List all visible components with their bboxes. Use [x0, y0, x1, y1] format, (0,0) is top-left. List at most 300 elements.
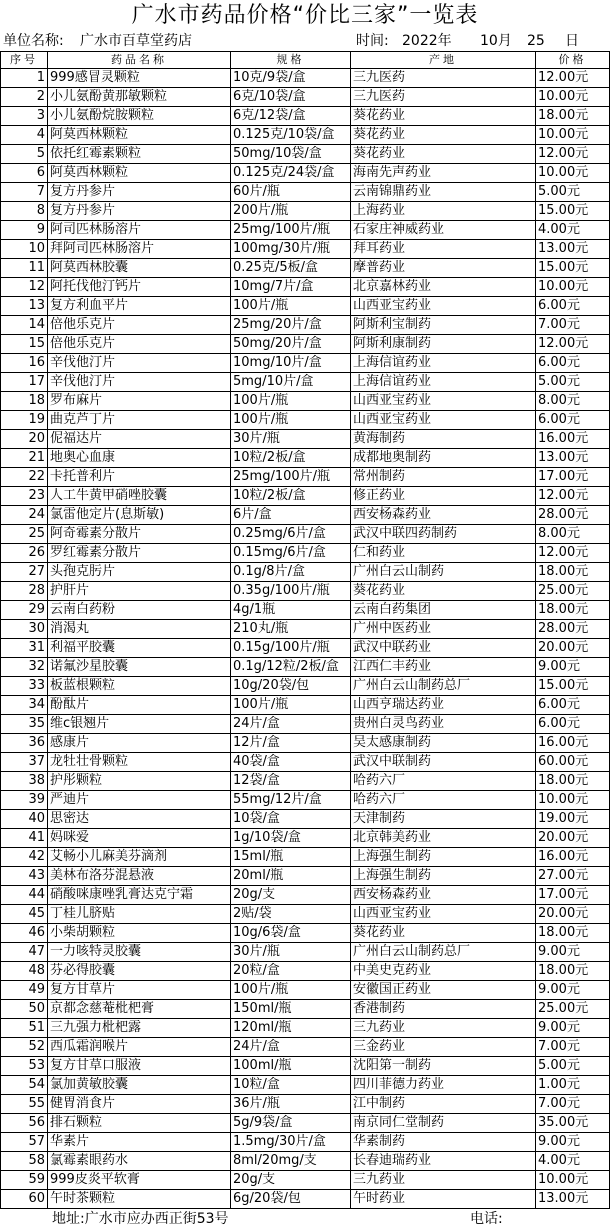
table-row — [1, 88, 610, 107]
drug-origin: 上海强生制药 — [351, 848, 536, 867]
row-number: 13 — [1, 297, 48, 316]
drug-origin: 贵州白灵鸟药业 — [351, 715, 536, 734]
drug-name: 华素片 — [48, 1133, 231, 1152]
drug-spec: 0.125克/10袋/盒 — [231, 126, 351, 145]
row-number: 1 — [1, 69, 48, 88]
table-row — [1, 791, 610, 810]
phone-label: 电话: — [470, 1211, 503, 1227]
row-number: 24 — [1, 506, 48, 525]
drug-price: 20.00元 — [536, 829, 610, 848]
table-row — [1, 905, 610, 924]
row-number: 29 — [1, 601, 48, 620]
table-body — [1, 69, 610, 1209]
table-row — [1, 335, 610, 354]
drug-price: 19.00元 — [536, 810, 610, 829]
table-row — [1, 848, 610, 867]
drug-origin: 武汉中联四药制药 — [351, 525, 536, 544]
row-number: 23 — [1, 487, 48, 506]
info-line — [0, 33, 610, 50]
drug-price: 13.00元 — [536, 240, 610, 259]
row-number: 58 — [1, 1152, 48, 1171]
drug-price: 18.00元 — [536, 563, 610, 582]
drug-origin: 天津制药 — [351, 810, 536, 829]
row-number: 17 — [1, 373, 48, 392]
row-number: 4 — [1, 126, 48, 145]
drug-name: 美林布洛芬混悬液 — [48, 867, 231, 886]
drug-name: 芬必得胶囊 — [48, 962, 231, 981]
drug-origin: 山西亚宝药业 — [351, 411, 536, 430]
drug-name: 辛伐他汀片 — [48, 373, 231, 392]
table-row — [1, 810, 610, 829]
drug-spec: 6克/10袋/盒 — [231, 88, 351, 107]
drug-price: 13.00元 — [536, 1190, 610, 1209]
drug-spec: 100mg/30片/瓶 — [231, 240, 351, 259]
drug-price: 6.00元 — [536, 297, 610, 316]
drug-origin: 北京韩美药业 — [351, 829, 536, 848]
drug-price: 28.00元 — [536, 620, 610, 639]
table-row — [1, 829, 610, 848]
row-number: 18 — [1, 392, 48, 411]
row-number: 6 — [1, 164, 48, 183]
drug-origin: 山西亚宝药业 — [351, 905, 536, 924]
table-row — [1, 430, 610, 449]
drug-name: 阿奇霉素分散片 — [48, 525, 231, 544]
table-row — [1, 221, 610, 240]
table-row — [1, 886, 610, 905]
drug-spec: 100片/瓶 — [231, 696, 351, 715]
drug-price: 7.00元 — [536, 1038, 610, 1057]
drug-price: 16.00元 — [536, 734, 610, 753]
row-number: 50 — [1, 1000, 48, 1019]
row-number: 56 — [1, 1114, 48, 1133]
drug-price: 18.00元 — [536, 107, 610, 126]
row-number: 43 — [1, 867, 48, 886]
drug-price: 8.00元 — [536, 392, 610, 411]
drug-price: 15.00元 — [536, 677, 610, 696]
drug-price: 16.00元 — [536, 848, 610, 867]
drug-origin: 阿斯利康制药 — [351, 335, 536, 354]
drug-origin: 北京嘉林药业 — [351, 278, 536, 297]
drug-name: 曲克芦丁片 — [48, 411, 231, 430]
row-number: 28 — [1, 582, 48, 601]
drug-price: 6.00元 — [536, 354, 610, 373]
date-day: 25 — [527, 33, 545, 49]
drug-name: 小柴胡颗粒 — [48, 924, 231, 943]
row-number: 9 — [1, 221, 48, 240]
drug-name: 京都念慈菴枇杷膏 — [48, 1000, 231, 1019]
row-number: 33 — [1, 677, 48, 696]
table-row — [1, 126, 610, 145]
row-number: 20 — [1, 430, 48, 449]
row-number: 31 — [1, 639, 48, 658]
drug-price: 6.00元 — [536, 696, 610, 715]
drug-origin: 黄海制药 — [351, 430, 536, 449]
drug-name: 维c银翘片 — [48, 715, 231, 734]
drug-origin: 广州白云山制药总厂 — [351, 943, 536, 962]
drug-spec: 0.25克/5板/盒 — [231, 259, 351, 278]
table-row — [1, 392, 610, 411]
drug-spec: 210丸/瓶 — [231, 620, 351, 639]
drug-origin: 上海强生制药 — [351, 867, 536, 886]
drug-spec: 100片/瓶 — [231, 392, 351, 411]
row-number: 53 — [1, 1057, 48, 1076]
drug-name: 卡托普利片 — [48, 468, 231, 487]
drug-price: 18.00元 — [536, 601, 610, 620]
drug-name: 氯加黄敏胶囊 — [48, 1076, 231, 1095]
drug-origin: 中美史克药业 — [351, 962, 536, 981]
drug-price: 9.00元 — [536, 981, 610, 1000]
table-row — [1, 373, 610, 392]
row-number: 32 — [1, 658, 48, 677]
table-row — [1, 316, 610, 335]
drug-spec: 100片/瓶 — [231, 981, 351, 1000]
drug-origin: 石家庄神威药业 — [351, 221, 536, 240]
row-number: 59 — [1, 1171, 48, 1190]
drug-price: 9.00元 — [536, 1133, 610, 1152]
drug-price: 28.00元 — [536, 506, 610, 525]
drug-spec: 5mg/10片/盒 — [231, 373, 351, 392]
drug-spec: 24片/盒 — [231, 715, 351, 734]
date-month: 10月 — [480, 33, 512, 49]
row-number: 42 — [1, 848, 48, 867]
drug-origin: 哈药六厂 — [351, 772, 536, 791]
row-number: 12 — [1, 278, 48, 297]
table-row — [1, 145, 610, 164]
drug-price: 20.00元 — [536, 905, 610, 924]
drug-name: 复方丹参片 — [48, 183, 231, 202]
time-label: 时间: — [356, 33, 389, 49]
table-row — [1, 468, 610, 487]
drug-origin: 哈药六厂 — [351, 791, 536, 810]
drug-price: 20.00元 — [536, 639, 610, 658]
drug-origin: 常州制药 — [351, 468, 536, 487]
drug-price: 10.00元 — [536, 164, 610, 183]
drug-name: 复方利血平片 — [48, 297, 231, 316]
row-number: 38 — [1, 772, 48, 791]
drug-spec: 30片/瓶 — [231, 430, 351, 449]
table-row — [1, 1152, 610, 1171]
drug-spec: 10袋/盒 — [231, 810, 351, 829]
footer — [0, 1210, 610, 1228]
row-number: 60 — [1, 1190, 48, 1209]
drug-name: 丁桂儿脐贴 — [48, 905, 231, 924]
table-row — [1, 677, 610, 696]
table-row — [1, 734, 610, 753]
table-row — [1, 506, 610, 525]
drug-spec: 5g/9袋/盒 — [231, 1114, 351, 1133]
drug-origin: 云南锦鼎药业 — [351, 183, 536, 202]
header-origin: 产地 — [351, 52, 536, 69]
table-row — [1, 582, 610, 601]
table-row — [1, 601, 610, 620]
drug-name: 艾畅小儿麻美芬滴剂 — [48, 848, 231, 867]
drug-price: 25.00元 — [536, 1000, 610, 1019]
row-number: 16 — [1, 354, 48, 373]
row-number: 21 — [1, 449, 48, 468]
drug-name: 消渴丸 — [48, 620, 231, 639]
drug-name: 诺氟沙星胶囊 — [48, 658, 231, 677]
drug-name: 一力咳特灵胶囊 — [48, 943, 231, 962]
drug-name: 复方丹参片 — [48, 202, 231, 221]
drug-name: 小儿氨酚黄那敏颗粒 — [48, 88, 231, 107]
row-number: 34 — [1, 696, 48, 715]
drug-price: 9.00元 — [536, 943, 610, 962]
drug-origin: 三九药业 — [351, 1171, 536, 1190]
row-number: 45 — [1, 905, 48, 924]
drug-origin: 西安杨森药业 — [351, 506, 536, 525]
date-day-suffix: 日 — [565, 33, 579, 49]
table-row — [1, 1019, 610, 1038]
drug-origin: 三九医药 — [351, 69, 536, 88]
drug-price: 27.00元 — [536, 867, 610, 886]
drug-price: 5.00元 — [536, 1057, 610, 1076]
drug-origin: 葵花药业 — [351, 582, 536, 601]
drug-spec: 50mg/10袋/盒 — [231, 145, 351, 164]
table-row — [1, 943, 610, 962]
row-number: 11 — [1, 259, 48, 278]
drug-name: 罗红霉素分散片 — [48, 544, 231, 563]
header-price: 价格 — [536, 52, 610, 69]
table-row — [1, 1095, 610, 1114]
table-row — [1, 259, 610, 278]
drug-price: 17.00元 — [536, 468, 610, 487]
drug-name: 倍他乐克片 — [48, 316, 231, 335]
header-spec: 规格 — [231, 52, 351, 69]
drug-origin: 葵花药业 — [351, 126, 536, 145]
table-row — [1, 924, 610, 943]
row-number: 2 — [1, 88, 48, 107]
row-number: 7 — [1, 183, 48, 202]
drug-name: 午时茶颗粒 — [48, 1190, 231, 1209]
drug-origin: 南京同仁堂制药 — [351, 1114, 536, 1133]
drug-spec: 150ml/瓶 — [231, 1000, 351, 1019]
drug-spec: 100片/瓶 — [231, 411, 351, 430]
table-row — [1, 107, 610, 126]
row-number: 48 — [1, 962, 48, 981]
drug-name: 龙牡壮骨颗粒 — [48, 753, 231, 772]
table-row — [1, 411, 610, 430]
row-number: 47 — [1, 943, 48, 962]
row-number: 10 — [1, 240, 48, 259]
drug-name: 护肝片 — [48, 582, 231, 601]
drug-price: 16.00元 — [536, 430, 610, 449]
drug-origin: 长春迪瑞药业 — [351, 1152, 536, 1171]
drug-spec: 40袋/盒 — [231, 753, 351, 772]
drug-origin: 葵花药业 — [351, 107, 536, 126]
table-row — [1, 1076, 610, 1095]
drug-origin: 云南白药集团 — [351, 601, 536, 620]
drug-price: 12.00元 — [536, 487, 610, 506]
drug-spec: 30片/瓶 — [231, 943, 351, 962]
drug-name: 阿莫西林胶囊 — [48, 259, 231, 278]
drug-name: 复方甘草口服液 — [48, 1057, 231, 1076]
drug-price: 35.00元 — [536, 1114, 610, 1133]
drug-name: 倍他乐克片 — [48, 335, 231, 354]
drug-spec: 20g/支 — [231, 1171, 351, 1190]
drug-origin: 江中制药 — [351, 1095, 536, 1114]
row-number: 57 — [1, 1133, 48, 1152]
drug-price: 4.00元 — [536, 1152, 610, 1171]
table-row — [1, 563, 610, 582]
drug-price: 6.00元 — [536, 411, 610, 430]
unit-name: 广水市百草堂药店 — [80, 33, 192, 49]
drug-name: 地奥心血康 — [48, 449, 231, 468]
price-table — [0, 51, 610, 1209]
table-row — [1, 1114, 610, 1133]
drug-spec: 10粒/盒 — [231, 1076, 351, 1095]
drug-origin: 三九药业 — [351, 1019, 536, 1038]
drug-spec: 0.15g/100片/瓶 — [231, 639, 351, 658]
drug-name: 氯雷他定片(息斯敏) — [48, 506, 231, 525]
table-row — [1, 297, 610, 316]
table-row — [1, 1057, 610, 1076]
row-number: 36 — [1, 734, 48, 753]
row-number: 22 — [1, 468, 48, 487]
drug-name: 严迪片 — [48, 791, 231, 810]
drug-price: 12.00元 — [536, 145, 610, 164]
drug-origin: 山西亚宝药业 — [351, 297, 536, 316]
table-row — [1, 240, 610, 259]
drug-origin: 广州白云山制药 — [351, 563, 536, 582]
drug-origin: 拜耳药业 — [351, 240, 536, 259]
row-number: 26 — [1, 544, 48, 563]
drug-origin: 葵花药业 — [351, 145, 536, 164]
drug-price: 7.00元 — [536, 316, 610, 335]
drug-origin: 广州中医药业 — [351, 620, 536, 639]
drug-name: 阿莫西林颗粒 — [48, 126, 231, 145]
drug-name: 小儿氨酚烷胺颗粒 — [48, 107, 231, 126]
drug-spec: 10粒/2板/盒 — [231, 487, 351, 506]
row-number: 54 — [1, 1076, 48, 1095]
drug-name: 感康片 — [48, 734, 231, 753]
drug-spec: 24片/盒 — [231, 1038, 351, 1057]
table-row — [1, 449, 610, 468]
table-row — [1, 1000, 610, 1019]
address-text: 地址:广水市应办西正街53号 — [52, 1211, 229, 1227]
header-name: 药品名称 — [48, 52, 231, 69]
row-number: 51 — [1, 1019, 48, 1038]
drug-spec: 200片/瓶 — [231, 202, 351, 221]
drug-price: 18.00元 — [536, 962, 610, 981]
table-row — [1, 1038, 610, 1057]
drug-name: 伲福达片 — [48, 430, 231, 449]
drug-name: 依托红霉素颗粒 — [48, 145, 231, 164]
drug-spec: 55mg/12片/盒 — [231, 791, 351, 810]
drug-spec: 100ml/瓶 — [231, 1057, 351, 1076]
drug-price: 4.00元 — [536, 221, 610, 240]
drug-origin: 香港制药 — [351, 1000, 536, 1019]
row-number: 35 — [1, 715, 48, 734]
table-row — [1, 639, 610, 658]
drug-name: 氯霉素眼药水 — [48, 1152, 231, 1171]
drug-origin: 华素制药 — [351, 1133, 536, 1152]
drug-price: 18.00元 — [536, 924, 610, 943]
row-number: 37 — [1, 753, 48, 772]
table-row — [1, 69, 610, 88]
table-row — [1, 867, 610, 886]
drug-spec: 2贴/袋 — [231, 905, 351, 924]
drug-origin: 仁和药业 — [351, 544, 536, 563]
drug-price: 10.00元 — [536, 1171, 610, 1190]
row-number: 3 — [1, 107, 48, 126]
drug-origin: 上海药业 — [351, 202, 536, 221]
table-row — [1, 202, 610, 221]
row-number: 49 — [1, 981, 48, 1000]
drug-spec: 6克/12袋/盒 — [231, 107, 351, 126]
row-number: 52 — [1, 1038, 48, 1057]
drug-spec: 8ml/20mg/支 — [231, 1152, 351, 1171]
drug-name: 排石颗粒 — [48, 1114, 231, 1133]
drug-spec: 10g/20袋/包 — [231, 677, 351, 696]
drug-spec: 120ml/瓶 — [231, 1019, 351, 1038]
drug-name: 妈咪爱 — [48, 829, 231, 848]
row-number: 5 — [1, 145, 48, 164]
drug-spec: 25mg/20片/盒 — [231, 316, 351, 335]
drug-spec: 6g/20袋/包 — [231, 1190, 351, 1209]
drug-price: 12.00元 — [536, 69, 610, 88]
drug-price: 9.00元 — [536, 1019, 610, 1038]
drug-name: 999感冒灵颗粒 — [48, 69, 231, 88]
drug-price: 1.00元 — [536, 1076, 610, 1095]
row-number: 15 — [1, 335, 48, 354]
row-number: 27 — [1, 563, 48, 582]
row-number: 44 — [1, 886, 48, 905]
drug-spec: 10g/6袋/盒 — [231, 924, 351, 943]
table-row — [1, 354, 610, 373]
row-number: 39 — [1, 791, 48, 810]
drug-spec: 0.125克/24袋/盒 — [231, 164, 351, 183]
drug-price: 8.00元 — [536, 525, 610, 544]
drug-origin: 四川菲德力药业 — [351, 1076, 536, 1095]
table-row — [1, 1133, 610, 1152]
drug-origin: 上海信谊药业 — [351, 373, 536, 392]
drug-origin: 安徽国正药业 — [351, 981, 536, 1000]
drug-price: 15.00元 — [536, 202, 610, 221]
drug-price: 17.00元 — [536, 886, 610, 905]
drug-name: 复方甘草片 — [48, 981, 231, 1000]
drug-origin: 山西亚宝药业 — [351, 392, 536, 411]
drug-price: 6.00元 — [536, 715, 610, 734]
drug-name: 阿司匹林肠溶片 — [48, 221, 231, 240]
drug-name: 护彤颗粒 — [48, 772, 231, 791]
drug-spec: 20g/支 — [231, 886, 351, 905]
drug-origin: 葵花药业 — [351, 924, 536, 943]
drug-name: 酚酞片 — [48, 696, 231, 715]
drug-origin: 山西亨瑞达药业 — [351, 696, 536, 715]
drug-origin: 江西仁丰药业 — [351, 658, 536, 677]
drug-spec: 25mg/100片/瓶 — [231, 468, 351, 487]
table-row — [1, 962, 610, 981]
drug-origin: 沈阳第一制药 — [351, 1057, 536, 1076]
page-title: 广水市药品价格“价比三家”一览表 — [131, 3, 479, 28]
drug-name: 999皮炎平软膏 — [48, 1171, 231, 1190]
row-number: 14 — [1, 316, 48, 335]
drug-price: 15.00元 — [536, 259, 610, 278]
drug-price: 10.00元 — [536, 278, 610, 297]
table-row — [1, 696, 610, 715]
drug-spec: 10mg/10片/盒 — [231, 354, 351, 373]
drug-spec: 1g/10袋/盒 — [231, 829, 351, 848]
unit-label: 单位名称: — [3, 33, 64, 49]
drug-spec: 15ml/瓶 — [231, 848, 351, 867]
drug-spec: 100片/瓶 — [231, 297, 351, 316]
drug-origin: 三九医药 — [351, 88, 536, 107]
drug-name: 人工牛黄甲硝唑胶囊 — [48, 487, 231, 506]
drug-spec: 0.35g/100片/瓶 — [231, 582, 351, 601]
drug-spec: 25mg/100片/瓶 — [231, 221, 351, 240]
table-row — [1, 658, 610, 677]
drug-price: 10.00元 — [536, 791, 610, 810]
